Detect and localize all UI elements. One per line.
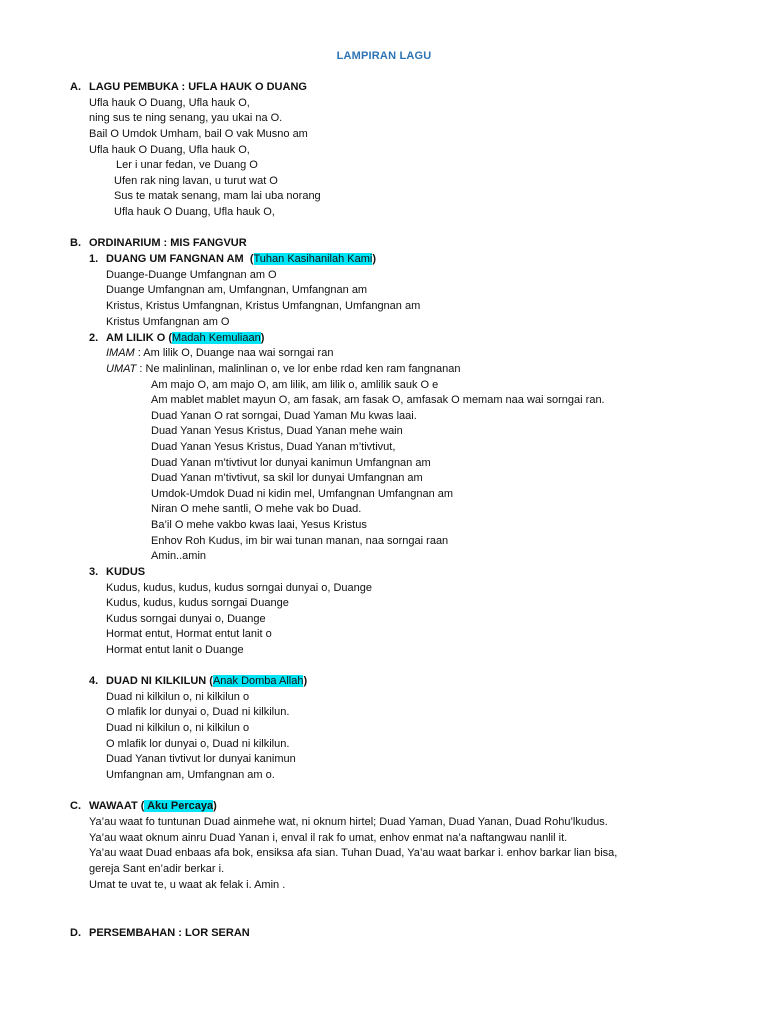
item-1-paren-close: ) bbox=[372, 253, 377, 265]
section-c-line: Ya’au waat fo tuntunan Duad ainmehe wat, ni oknum hirtel; Duad Yaman, Duad Yanan, Duad Rohu’lkudus. bbox=[89, 816, 608, 828]
section-c-heading-line bbox=[89, 799, 217, 813]
item-1-heading: DUANG UM FANGNAN AM bbox=[106, 253, 244, 265]
item-2-line: Duad Yanan m’tivtivut lor dunyai kanimun Umfangnan am bbox=[151, 457, 431, 469]
item-3-line: Kudus, kudus, kudus, kudus sorngai dunyai o, Duange bbox=[106, 582, 373, 594]
item-2-line: Ba’il O mehe vakbo kwas laai, Yesus Kristus bbox=[151, 519, 367, 531]
section-c-paren-close: ) bbox=[213, 800, 217, 812]
item-1-line: Kristus, Kristus Umfangnan, Kristus Umfangnan, Umfangnan am bbox=[106, 300, 421, 312]
section-a-heading: LAGU PEMBUKA : UFLA HAUK O DUANG bbox=[89, 81, 307, 93]
section-b-letter: B. bbox=[70, 237, 81, 249]
item-2-paren-close: ) bbox=[260, 332, 265, 344]
item-1-number: 1. bbox=[89, 253, 99, 265]
item-1-heading-line bbox=[106, 252, 376, 266]
section-c-highlight: Aku Percaya bbox=[144, 800, 214, 812]
item-3-line: Kudus sorngai dunyai o, Duange bbox=[106, 613, 266, 625]
item-4-line: Duad ni kilkilun o, ni kilkilun o bbox=[106, 691, 250, 703]
item-4-paren-open: ( bbox=[209, 675, 213, 687]
umat-line bbox=[106, 362, 460, 376]
item-2-number: 2. bbox=[89, 332, 99, 344]
item-4-number: 4. bbox=[89, 675, 99, 687]
umat-label: UMAT bbox=[106, 363, 137, 375]
section-a-line: Ufla hauk O Duang, Ufla hauk O, bbox=[89, 97, 250, 109]
item-2-line: Duad Yanan Yesus Kristus, Duad Yanan m’tivtivut, bbox=[151, 441, 396, 453]
item-1-line: Kristus Umfangnan am O bbox=[106, 316, 230, 328]
section-a-indented-line: Ufen rak ning lavan, u turut wat O bbox=[114, 175, 278, 187]
item-4-paren-close: ) bbox=[303, 675, 308, 687]
item-1-line: Duange Umfangnan am, Umfangnan, Umfangnan am bbox=[106, 284, 368, 296]
section-c-letter: C. bbox=[70, 800, 81, 812]
section-b-heading: ORDINARIUM : MIS FANGVUR bbox=[89, 237, 247, 249]
section-d-letter: D. bbox=[70, 927, 81, 939]
item-1-highlight: Tuhan Kasihanilah Kami bbox=[253, 253, 373, 265]
item-2-line: Duad Yanan O rat sorngai, Duad Yaman Mu kwas laai. bbox=[151, 410, 417, 422]
section-d-heading: PERSEMBAHAN : LOR SERAN bbox=[89, 927, 250, 939]
item-4-heading: DUAD NI KILKILUN bbox=[106, 675, 207, 687]
section-a-line: ning sus te ning senang, yau ukai na O. bbox=[89, 112, 283, 124]
item-2-highlight: Madah Kemuliaan bbox=[172, 332, 261, 344]
item-4-heading-line bbox=[106, 674, 307, 688]
section-a-letter: A. bbox=[70, 81, 81, 93]
item-4-highlight: Anak Domba Allah bbox=[212, 675, 304, 687]
section-a-indented-line: Ufla hauk O Duang, Ufla hauk O, bbox=[114, 206, 275, 218]
item-2-heading: AM LILIK O bbox=[106, 332, 166, 344]
item-2-line: Niran O mehe santli, O mehe vak bo Duad. bbox=[151, 503, 362, 515]
item-3-heading: KUDUS bbox=[106, 566, 146, 578]
item-2-paren-open: ( bbox=[168, 332, 173, 344]
item-2-line: Duad Yanan m’tivtivut, sa skil lor dunyai Umfangnan am bbox=[151, 472, 423, 484]
item-1-line: Duange-Duange Umfangnan am O bbox=[106, 269, 277, 281]
section-c-line: Umat te uvat te, u waat ak felak i. Amin . bbox=[89, 879, 286, 891]
item-3-line: Hormat entut lanit o Duange bbox=[106, 644, 244, 656]
item-2-line: Am mablet mablet mayun O, am fasak, am fasak O, amfasak O memam naa wai sorngai ran. bbox=[151, 394, 605, 406]
section-c-line: Ya’au waat oknum ainru Duad Yanan i, enval il rak fo umat, enhov enmat na’a naftangwau nanlil it. bbox=[89, 832, 568, 844]
item-2-heading-line bbox=[106, 331, 264, 345]
item-4-line: O mlafik lor dunyai o, Duad ni kilkilun. bbox=[106, 706, 290, 718]
item-3-number: 3. bbox=[89, 566, 99, 578]
umat-text: : Ne malinlinan, malinlinan o, ve lor enbe rdad ken ram fangnanan bbox=[139, 363, 461, 375]
section-a-indented-line: Ler i unar fedan, ve Duang O bbox=[116, 159, 258, 171]
item-2-line: Umdok-Umdok Duad ni kidin mel, Umfangnan Umfangnan am bbox=[151, 488, 454, 500]
imam-text: : Am lilik O, Duange naa wai sorngai ran bbox=[137, 347, 334, 359]
section-c-heading: WAWAAT bbox=[89, 800, 138, 812]
item-4-line: Duad Yanan tivtivut lor dunyai kanimun bbox=[106, 753, 296, 765]
section-c-line: Ya’au waat Duad enbaas afa bok, ensiksa afa sian. Tuhan Duad, Ya’au waat barkar i. enhov barkar lian bisa, bbox=[89, 847, 618, 859]
item-1-paren-open: ( bbox=[249, 253, 254, 265]
section-a-line: Bail O Umdok Umham, bail O vak Musno am bbox=[89, 128, 308, 140]
item-4-line: Umfangnan am, Umfangnan am o. bbox=[106, 769, 275, 781]
imam-line bbox=[106, 346, 333, 360]
section-c-paren-open: ( bbox=[140, 800, 145, 812]
item-4-line: Duad ni kilkilun o, ni kilkilun o bbox=[106, 722, 250, 734]
item-2-line: Duad Yanan Yesus Kristus, Duad Yanan mehe wain bbox=[151, 425, 403, 437]
item-2-line: Am majo O, am majo O, am lilik, am lilik o, amlilik sauk O e bbox=[151, 379, 439, 391]
document-title: LAMPIRAN LAGU bbox=[336, 50, 432, 62]
section-a-indented-line: Sus te matak senang, mam lai uba norang bbox=[114, 190, 321, 202]
imam-label: IMAM bbox=[106, 347, 135, 359]
item-4-line: O mlafik lor dunyai o, Duad ni kilkilun. bbox=[106, 738, 290, 750]
item-3-line: Hormat entut, Hormat entut lanit o bbox=[106, 628, 272, 640]
item-2-line: Enhov Roh Kudus, im bir wai tunan manan, naa sorngai raan bbox=[151, 535, 449, 547]
item-3-line: Kudus, kudus, kudus sorngai Duange bbox=[106, 597, 289, 609]
section-c-line: gereja Sant en’adir berkar i. bbox=[89, 863, 225, 875]
section-a-line: Ufla hauk O Duang, Ufla hauk O, bbox=[89, 144, 250, 156]
item-2-line: Amin..amin bbox=[151, 550, 207, 562]
